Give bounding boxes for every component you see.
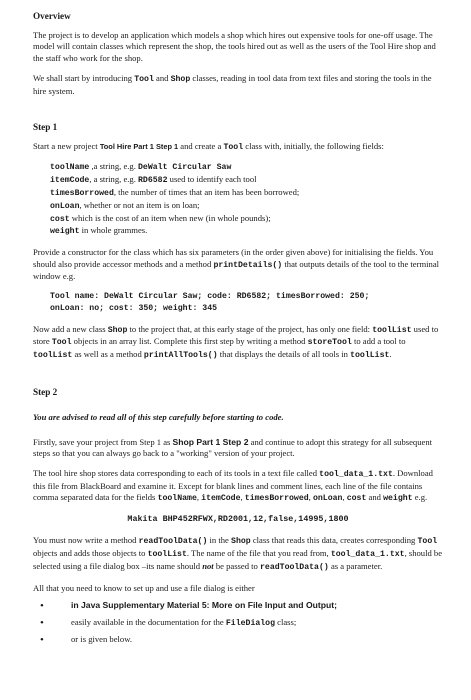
text-run: and <box>153 73 171 84</box>
code-field: itemCode <box>201 494 241 504</box>
code-toollist: toolList <box>147 550 187 560</box>
emphasis-not: not <box>202 560 214 571</box>
step2-paragraph-2 <box>33 468 443 505</box>
field-name: weight <box>50 227 80 237</box>
overview-paragraph-2 <box>33 73 443 97</box>
step1-heading: Step 1 <box>33 122 58 133</box>
step1-paragraph-3 <box>33 324 443 362</box>
sample-output-line: onLoan: no; cost: 350; weight: 345 <box>50 303 218 313</box>
text-run: , <box>342 492 347 503</box>
project-name: Tool Hire Part 1 Step 1 <box>99 142 179 152</box>
text-run: The tool hire shop stores data corresponding to each of its tools in a text file called <box>33 468 320 479</box>
code-method: readToolData() <box>138 537 208 547</box>
code-filedialog: FileDialog <box>225 618 276 628</box>
code-printalltools: printAllTools() <box>143 351 218 361</box>
code-field: weight <box>383 494 413 504</box>
text-run: be passed to <box>213 560 260 571</box>
sample-output-line: Tool name: DeWalt Circular Saw; code: RD6582; timesBorrowed: 250; <box>50 291 370 301</box>
overview-paragraph-1: The project is to develop an application which models a shop which hires out expensive tools for one-off usage. The model will contain classes which represent the shop, the tools hired out as well as the users of the Tool Hire shop and the staff who work for the shop. <box>33 30 436 63</box>
text-run: class that reads this data, creates corresponding <box>250 535 418 546</box>
code-toollist: toolList <box>372 325 412 335</box>
code-field: timesBorrowed <box>244 494 309 504</box>
text-run: , <box>308 492 313 503</box>
field-name: toolName <box>50 163 90 173</box>
step2-paragraph-3 <box>33 535 443 573</box>
bullet-list <box>33 600 443 646</box>
code-toollist: toolList <box>33 351 73 361</box>
code-shop: Shop <box>170 75 191 85</box>
field-name: cost <box>50 214 70 224</box>
field-item <box>50 174 443 187</box>
step1-paragraph-2 <box>33 247 443 283</box>
code-storetool: storeTool <box>307 338 352 348</box>
code-tool: Tool <box>51 338 72 348</box>
bullet-text: or is given below. <box>71 634 133 645</box>
text-run: Start a new project <box>33 141 100 152</box>
text-run: e.g. <box>412 492 428 503</box>
bullet-text: class; <box>275 616 297 627</box>
text-run: , should be selected using a file dialog box –its name should <box>33 548 443 571</box>
field-desc: , a string, e.g. <box>89 174 139 185</box>
field-item <box>50 200 443 213</box>
code-field: onLoan <box>312 494 343 504</box>
field-item <box>50 161 443 174</box>
text-run: used to store <box>33 323 439 347</box>
text-run: class with, initially, the following fields: <box>243 141 384 152</box>
code-filename: tool_data_1.txt <box>330 550 405 560</box>
code-method: readToolData() <box>260 562 329 572</box>
text-run: objects and adds those objects to <box>33 548 148 559</box>
code-field: cost <box>346 494 367 504</box>
text-run: classes, reading in tool data from text files and storing the tools in the hire system. <box>33 73 432 96</box>
text-run: You must now write a method <box>33 535 139 546</box>
text-run: to add a tool to <box>351 336 406 347</box>
bullet-text: in Java Supplementary Material 5: More on File Input and Output; <box>71 600 337 611</box>
sample-output <box>50 291 443 315</box>
field-desc: which is the cost of an item when new (in whole pounds); <box>69 212 271 223</box>
text-run: and create a <box>178 141 224 152</box>
text-run: We shall start by introducing <box>33 73 135 84</box>
text-run: as a parameter. <box>328 560 383 571</box>
code-shop: Shop <box>231 537 251 547</box>
code-tool: Tool <box>134 75 154 85</box>
text-run: and continue to adopt this strategy for all subsequent steps so that you can always go back to a "working" version of your project. <box>33 436 433 458</box>
text-run: objects in an array list. Complete this first step by writing a method <box>71 336 308 347</box>
field-item <box>50 225 443 238</box>
overview-heading: Overview <box>33 11 71 21</box>
field-example: DeWalt Circular Saw <box>138 163 232 173</box>
text-run: Firstly, save your project from Step 1 as <box>33 436 173 447</box>
text-run: that displays the details of all tools in <box>217 349 351 360</box>
field-desc: ,a string, e.g. <box>89 161 139 172</box>
text-run: in the <box>207 535 232 546</box>
code-method: printDetails() <box>213 260 283 270</box>
field-item <box>50 213 443 226</box>
field-name: itemCode <box>50 176 90 186</box>
field-item <box>50 187 443 200</box>
field-list <box>50 161 443 238</box>
code-field: toolName <box>157 494 197 504</box>
code-tool: Tool <box>417 537 438 547</box>
bullet-item <box>33 617 443 630</box>
text-run: that outputs details of the tool to the terminal window e.g. <box>33 258 440 282</box>
step2-paragraph-4: All that you need to know to set up and use a file dialog is either <box>33 582 255 593</box>
code-shop: Shop <box>107 325 128 335</box>
bullet-item <box>33 634 443 645</box>
csv-example: Makita BHP452RFWX,RD2001,12,false,14995,1800 <box>127 514 349 525</box>
text-run: , <box>196 492 202 503</box>
field-desc-tail: used to identify each tool <box>167 174 257 185</box>
bullet-item <box>33 600 443 611</box>
step1-intro <box>33 141 443 154</box>
field-desc: in whole grammes. <box>79 225 148 236</box>
field-desc: , whether or not an item is on loan; <box>79 199 200 210</box>
text-run: . The name of the file that you read from, <box>186 548 331 559</box>
code-filename: tool_data_1.txt <box>319 470 393 480</box>
code-toollist: toolList <box>350 351 390 361</box>
field-desc: , the number of times that an item has been borrowed; <box>113 186 300 197</box>
text-run: to the project that, at this early stage of the project, has only one field: <box>127 323 373 334</box>
project-name: Shop Part 1 Step 2 <box>172 436 249 447</box>
text-run: as well as a method <box>72 349 144 360</box>
text-run: , <box>240 492 245 503</box>
text-run: . <box>389 349 392 360</box>
document-body <box>33 0 443 651</box>
step2-heading: Step 2 <box>33 387 58 398</box>
field-name: timesBorrowed <box>50 188 114 198</box>
text-run: . Download this file from BlackBoard and examine it. Except for blank lines and comment lines, each line of the file contains comma separated data for the fields <box>33 468 433 503</box>
text-run: Now add a new class <box>33 323 108 334</box>
code-tool: Tool <box>223 143 244 153</box>
text-run: and <box>366 492 384 503</box>
step2-paragraph-1 <box>33 437 443 460</box>
text-run: Provide a constructor for the class which has six parameters (in the order given above) for initialising the fields. You should also provide accessor methods and a method <box>33 247 434 269</box>
step2-advice: You are advised to read all of this step carefully before starting to code. <box>33 412 284 423</box>
field-example: RD6582 <box>138 176 168 186</box>
field-name: onLoan <box>50 201 80 211</box>
bullet-text: easily available in the documentation for the <box>71 616 226 627</box>
